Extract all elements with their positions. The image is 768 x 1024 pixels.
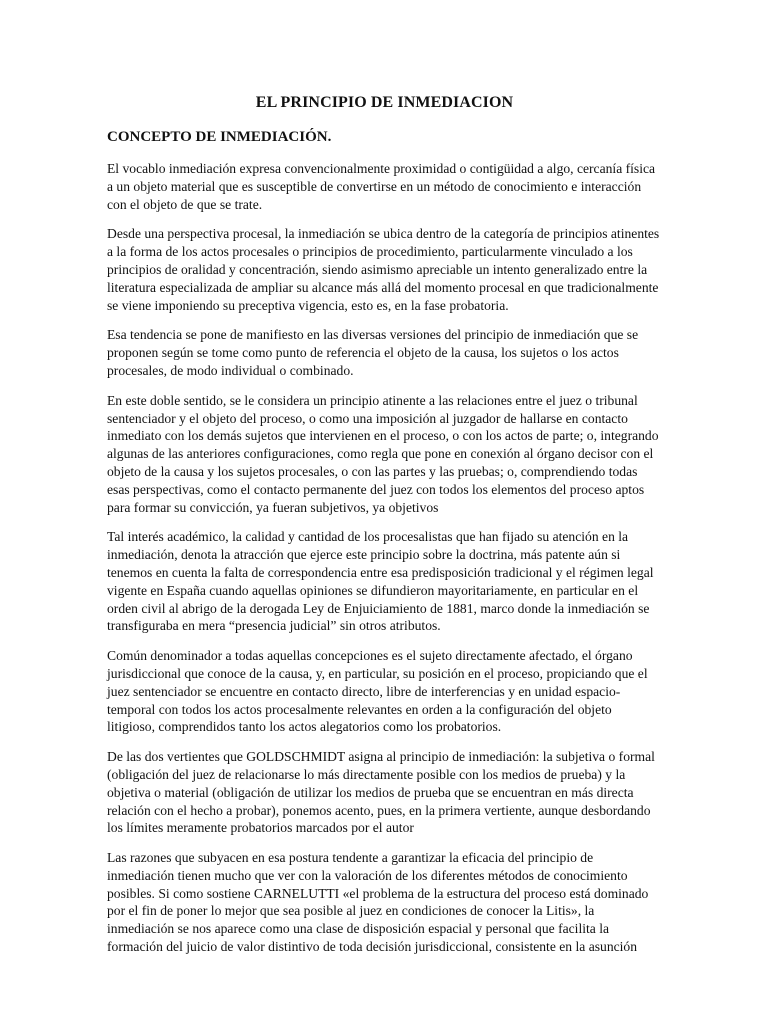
paragraph-3: Esa tendencia se pone de manifiesto en las diversas versiones del principio de inmediación que se proponen según se tome como punto de referencia el objeto de la causa, los sujetos o los actos procesales, de modo individual o combinado. [107, 327, 639, 378]
paragraph-6: Común denominador a todas aquellas concepciones es el sujeto directamente afectado, el órgano jurisdiccional que conoce de la causa, y, en particular, su posición en el proceso, propiciando que el juez sentenciador se encuentre en contacto directo, libre de interferencias y en unidad espacio-temporal con todos los actos procesalmente relevantes en orden a la configuración del objeto litigioso, comprendidos tanto los actos alegatorios como los probatorios. [107, 648, 648, 735]
paragraph-5: Tal interés académico, la calidad y cantidad de los procesalistas que han fijado su atención en la inmediación, denota la atracción que ejerce este principio sobre la doctrina, más patente aún si tenemos en cuenta la falta de correspondencia entre esa predisposición tradicional y el régimen legal vigente en España cuando aquellas opiniones se difundieron mayoritariamente, en particular en el orden civil al abrigo de la derogada Ley de Enjuiciamiento de 1881, marco donde la inmediación se transfiguraba en mera “presencia judicial” sin otros atributos. [107, 529, 654, 634]
paragraph-1: El vocablo inmediación expresa convencionalmente proximidad o contigüidad a algo, cercanía física a un objeto material que es susceptible de convertirse en un método de conocimiento e interacción con el objeto de que se trate. [107, 161, 656, 212]
paragraph-4: En este doble sentido, se le considera un principio atinente a las relaciones entre el juez o tribunal sentenciador y el objeto del proceso, o como una imposición al juzgador de hallarse en contacto inmediato con los demás sujetos que intervienen en el proceso, o con los actos de parte; o, integrando algunas de las anteriores configuraciones, como regla que pone en conexión al órgano decisor con el objeto de la causa y los sujetos procesales, o con las partes y las pruebas; o, comprendiendo todas esas perspectivas, como el contacto permanente del juez con todos los elementos del proceso aptos para formar su convicción, ya fueran subjetivos, ya objetivos [107, 392, 659, 515]
document-title: EL PRINCIPIO DE INMEDIACION [255, 94, 514, 111]
paragraph-2: Desde una perspectiva procesal, la inmediación se ubica dentro de la categoría de principios atinentes a la forma de los actos procesales o principios de procedimiento, particularmente vinculado a los principios de oralidad y concentración, siendo asimismo apreciable un intento generalizado entre la literatura especializada de ampliar su alcance más allá del momento procesal en que tradicionalmente se viene imponiendo su preceptiva vigencia, esto es, en la fase probatoria. [107, 226, 660, 313]
paragraph-7: De las dos vertientes que GOLDSCHMIDT asigna al principio de inmediación: la subjetiva o formal (obligación del juez de relacionarse lo más directamente posible con los medios de prueba) y la objetiva o material (obligación de utilizar los medios de prueba que se encuentran en más directa relación con el hecho a probar), ponemos acento, pues, en la primera vertiente, aunque desbordando los límites meramente probatorios marcados por el autor [107, 749, 655, 836]
document-page [107, 88, 662, 968]
section-heading: CONCEPTO DE INMEDIACIÓN. [107, 129, 332, 145]
paragraph-8: Las razones que subyacen en esa postura tendente a garantizar la eficacia del principio de inmediación tienen mucho que ver con la valoración de los diferentes métodos de conocimiento posibles. Si como sostiene CARNELUTTI «el problema de la estructura del proceso está dominado por el fin de poner lo mejor que sea posible al juez en condiciones de conocer la Litis», la inmediación se nos aparece como una clase de disposición espacial y personal que facilita la formación del juicio de valor distintivo de toda decisión jurisdiccional, consistente en la asunción [107, 850, 649, 955]
